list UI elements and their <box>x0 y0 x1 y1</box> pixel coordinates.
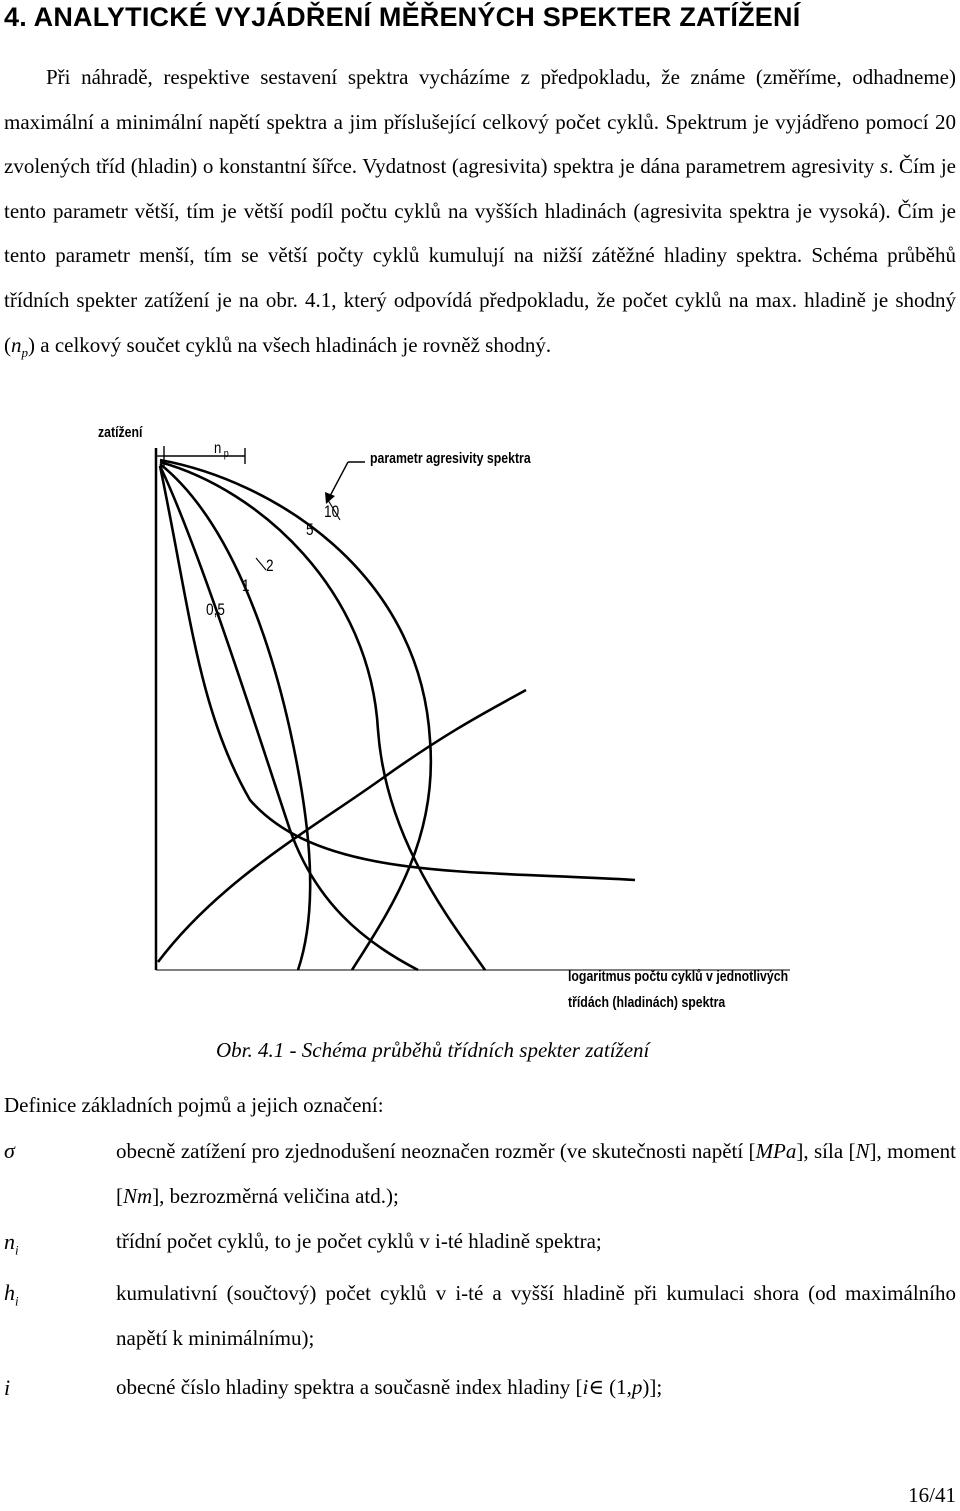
x-axis-label-line2: třídách (hladinách) spektra <box>568 994 726 1011</box>
np-label: n $_p$ <box>214 440 229 461</box>
curve-diagonal <box>158 690 526 962</box>
label-pointer-2 <box>256 558 266 570</box>
curve-label-10: 10 <box>324 502 340 521</box>
curve-s1 <box>160 466 418 970</box>
intro-paragraph: Při náhradě, respektive sestavení spektra vycházíme z předpokladu, že známe (změříme, odhadneme) maximální a minimální napětí spektra a jim příslušející celkový počet cyklů. Spektrum je vyjádřeno pomocí 20 zvolených tříd (hladin) o konstantní šířce. Vydatnost (agresivita) spektra je dána parametrem agresivity s. Čím je tento parametr větší, tím je větší podíl počtu cyklů na vyšších hladinách (agresivita spektra je vysoká). Čím je tento parametr menší, tím se větší počty cyklů kumulují na nižší zátěžné hladiny spektra. Schéma průběhů třídních spekter zatížení je na obr. 4.1, který odpovídá předpokladu, že počet cyklů na max. hladině je shodný $(n_p)$ a celkový součet cyklů na všech hladinách je rovněž shodný. <box>4 65 956 360</box>
definitions-title: Definice základních pojmů a jejich označení: <box>4 1093 384 1117</box>
curve-label-2: 2 <box>266 556 274 575</box>
def-symbol-ni: $n_i$ <box>4 1229 19 1258</box>
spectrum-diagram <box>90 410 872 1022</box>
def-symbol-sigma: σ <box>4 1138 15 1163</box>
aggressivity-parameter-label: parametr agresivity spektra <box>370 450 531 467</box>
def-text-ni: třídní počet cyklů, to je počet cyklů v i-té hladině spektra; <box>116 1229 602 1253</box>
curve-s10 <box>160 460 431 970</box>
curve-s2 <box>160 464 310 970</box>
figure-caption: Obr. 4.1 - Schéma průběhů třídních spekter zatížení <box>216 1038 650 1062</box>
curve-label-05: 0,5 <box>206 600 225 619</box>
def-symbol-hi: $h_i$ <box>4 1280 19 1309</box>
def-text-sigma: obecně zatížení pro zjednodušení neoznačen rozměr (ve skutečnosti napětí [MPa], síla [N], moment [Nm], bezrozměrná veličina atd.); <box>116 1139 956 1208</box>
section-heading: 4. ANALYTICKÉ VYJÁDŘENÍ MĚŘENÝCH SPEKTER ZATÍŽENÍ <box>4 2 801 32</box>
x-axis-label-line1: logaritmus počtu cyklů v jednotlivých <box>568 968 789 985</box>
curve-label-5: 5 <box>306 520 314 539</box>
y-axis-label: zatížení <box>98 424 143 441</box>
def-symbol-i: i <box>4 1375 11 1400</box>
def-text-i: obecné číslo hladiny spektra a současně index hladiny [i∈ (1,p)]; <box>116 1375 663 1399</box>
param-arrow <box>330 462 348 496</box>
spectrum-figure <box>90 410 872 1022</box>
curve-label-1: 1 <box>242 576 250 595</box>
def-text-hi: kumulativní (součtový) počet cyklů v i-té a vyšší hladině při kumulaci shora (od maximálního napětí k minimálnímu); <box>116 1281 956 1350</box>
page-number: 16/41 <box>908 1483 956 1507</box>
